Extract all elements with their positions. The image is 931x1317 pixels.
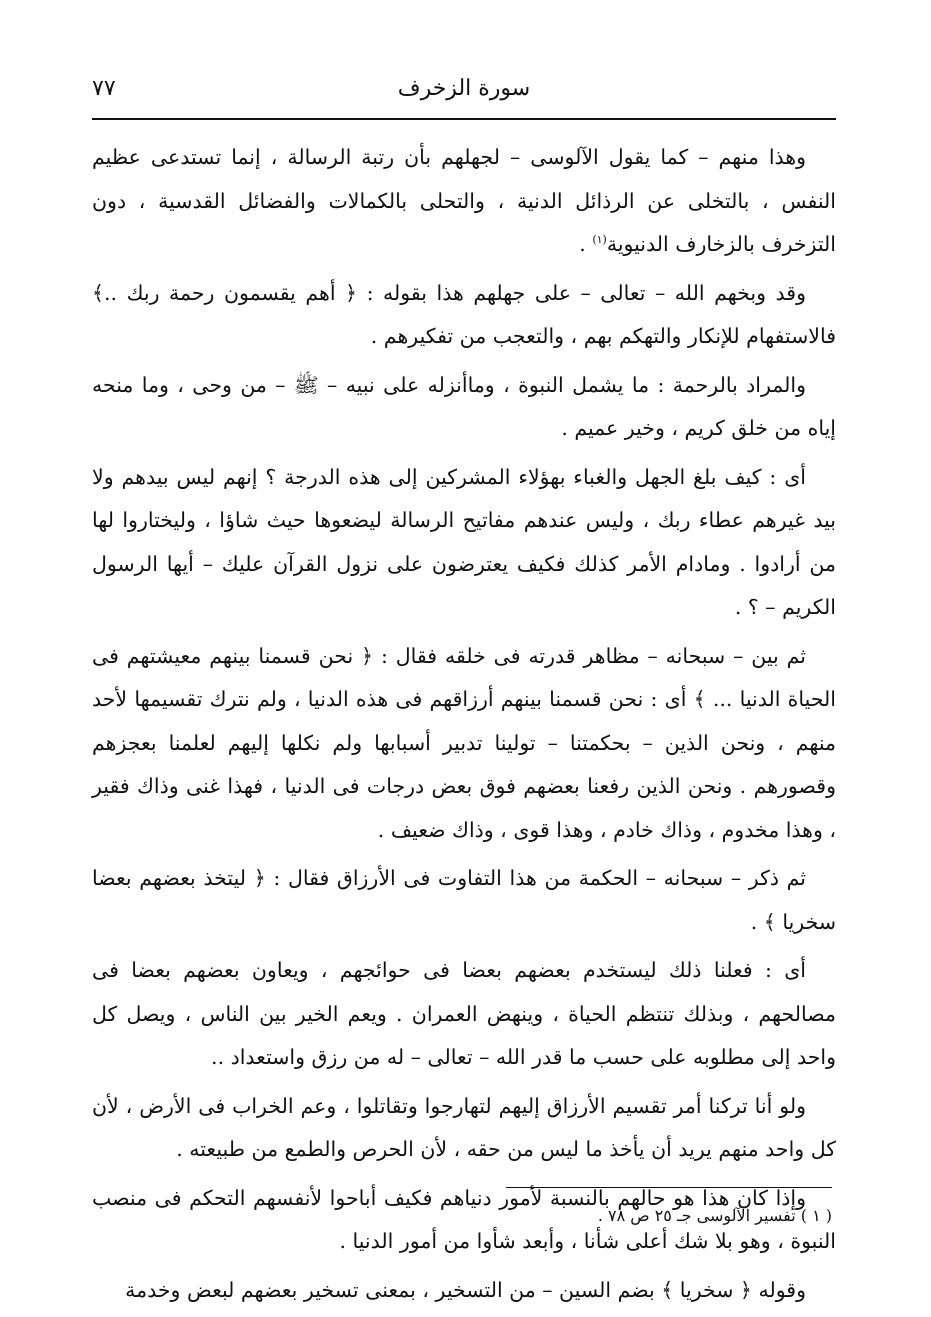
page-number: ٧٧ bbox=[92, 76, 116, 101]
paragraph-6: ثم ذكر – سبحانه – الحكمة من هذا التفاوت فى الأرزاق فقال : ﴿ ليتخذ بعضهم بعضا سخريا ﴾ . bbox=[92, 866, 836, 934]
paragraph-10: وقوله ﴿ سخريا ﴾ بضم السين – من التسخير ، بمعنى تسخير بعضهم لبعض وخدمة bbox=[125, 1277, 806, 1302]
paragraph-1 bbox=[92, 136, 836, 267]
running-title: سورة الزخرف bbox=[397, 76, 531, 101]
paragraph-8: ولو أنا تركنا أمر تقسيم الأرزاق إليهم لتهارجوا وتقاتلوا ، وعم الخراب فى الأرض ، لأن كل واحد منهم يريد أن يأخذ ما ليس من حقه ، لأن الحرص والطمع من طبيعته . bbox=[92, 1093, 836, 1161]
paragraph-2: وقد وبخهم الله – تعالى – على جهلهم هذا بقوله : ﴿ أهم يقسمون رحمة ربك ..﴾ فالاستفهام للإنكار والتهكم بهم ، والتعجب من تفكيرهم . bbox=[92, 280, 836, 348]
main-text bbox=[92, 136, 836, 1317]
footnote: ( ١ ) تفسير الآلوسى جـ ٢٥ ص ٧٨ . bbox=[597, 1206, 832, 1225]
header-divider bbox=[92, 118, 836, 120]
paragraph-9: وإذا كان هذا هو حالهم بالنسبة لأمور دنياهم فكيف أباحوا لأنفسهم التحكم فى منصب النبوة ، وهو بلا شك أعلى شأنا ، وأبعد شأوا من أمور الدنيا . bbox=[92, 1185, 836, 1253]
paragraph-4: أى : كيف بلغ الجهل والغباء بهؤلاء المشركين إلى هذه الدرجة ؟ إنهم ليس بيدهم ولا بيد غيرهم عطاء ربك ، وليس عندهم مفاتيح الرسالة ليضعوها حيث شاؤا ، وليختاروا لها من أرادوا . ومادام الأمر كذلك فكيف يعترضون على نزول القرآن عليك – أيها الرسول الكريم – ؟ . bbox=[92, 464, 836, 619]
paragraph-1-end: . bbox=[579, 232, 593, 256]
paragraph-1-text: وهذا منهم – كما يقول الآلوسى – لجهلهم بأن رتبة الرسالة ، إنما تستدعى عظيم النفس ، بالتخلى عن الرذائل الدنية ، والتحلى بالكمالات والفضائل القدسية ، دون التزخرف بالزخارف الدنيوية bbox=[92, 145, 836, 256]
paragraph-5: ثم بين – سبحانه – مظاهر قدرته فى خلقه فقال : ﴿ نحن قسمنا بينهم معيشتهم فى الحياة الدنيا ... ﴾ أى : نحن قسمنا بينهم أرزاقهم فى هذه الدنيا ، ولم نترك تقسيمها لأحد منهم ، ونحن الذين – بحكمتنا – تولينا تدبير أسبابها ولم نكلها إليهم لعلمنا بعجزهم وقصورهم . ونحن الذين رفعنا بعضهم فوق بعض درجات فى الدنيا ، فهذا غنى وذاك فقير ، وهذا مخدوم ، وذاك خادم ، وهذا قوى ، وذاك ضعيف . bbox=[92, 643, 836, 842]
paragraph-3: والمراد بالرحمة : ما يشمل النبوة ، وماأنزله على نبيه – ﷺ – من وحى ، وما منحه إياه من خلق كريم ، وخير عميم . bbox=[92, 372, 836, 440]
paragraph-7: أى : فعلنا ذلك ليستخدم بعضهم بعضا فى حوائجهم ، ويعاون بعضهم بعضا فى مصالحهم ، وبذلك تنتظم الحياة ، وينهض العمران . ويعم الخير بين الناس ، ويصل كل واحد إلى مطلوبه على حسب ما قدر الله – تعالى – له من رزق واستعداد .. bbox=[92, 958, 836, 1069]
page-header bbox=[92, 70, 836, 114]
footnote-divider bbox=[506, 1187, 832, 1188]
footnote-marker: (١) bbox=[592, 233, 607, 247]
